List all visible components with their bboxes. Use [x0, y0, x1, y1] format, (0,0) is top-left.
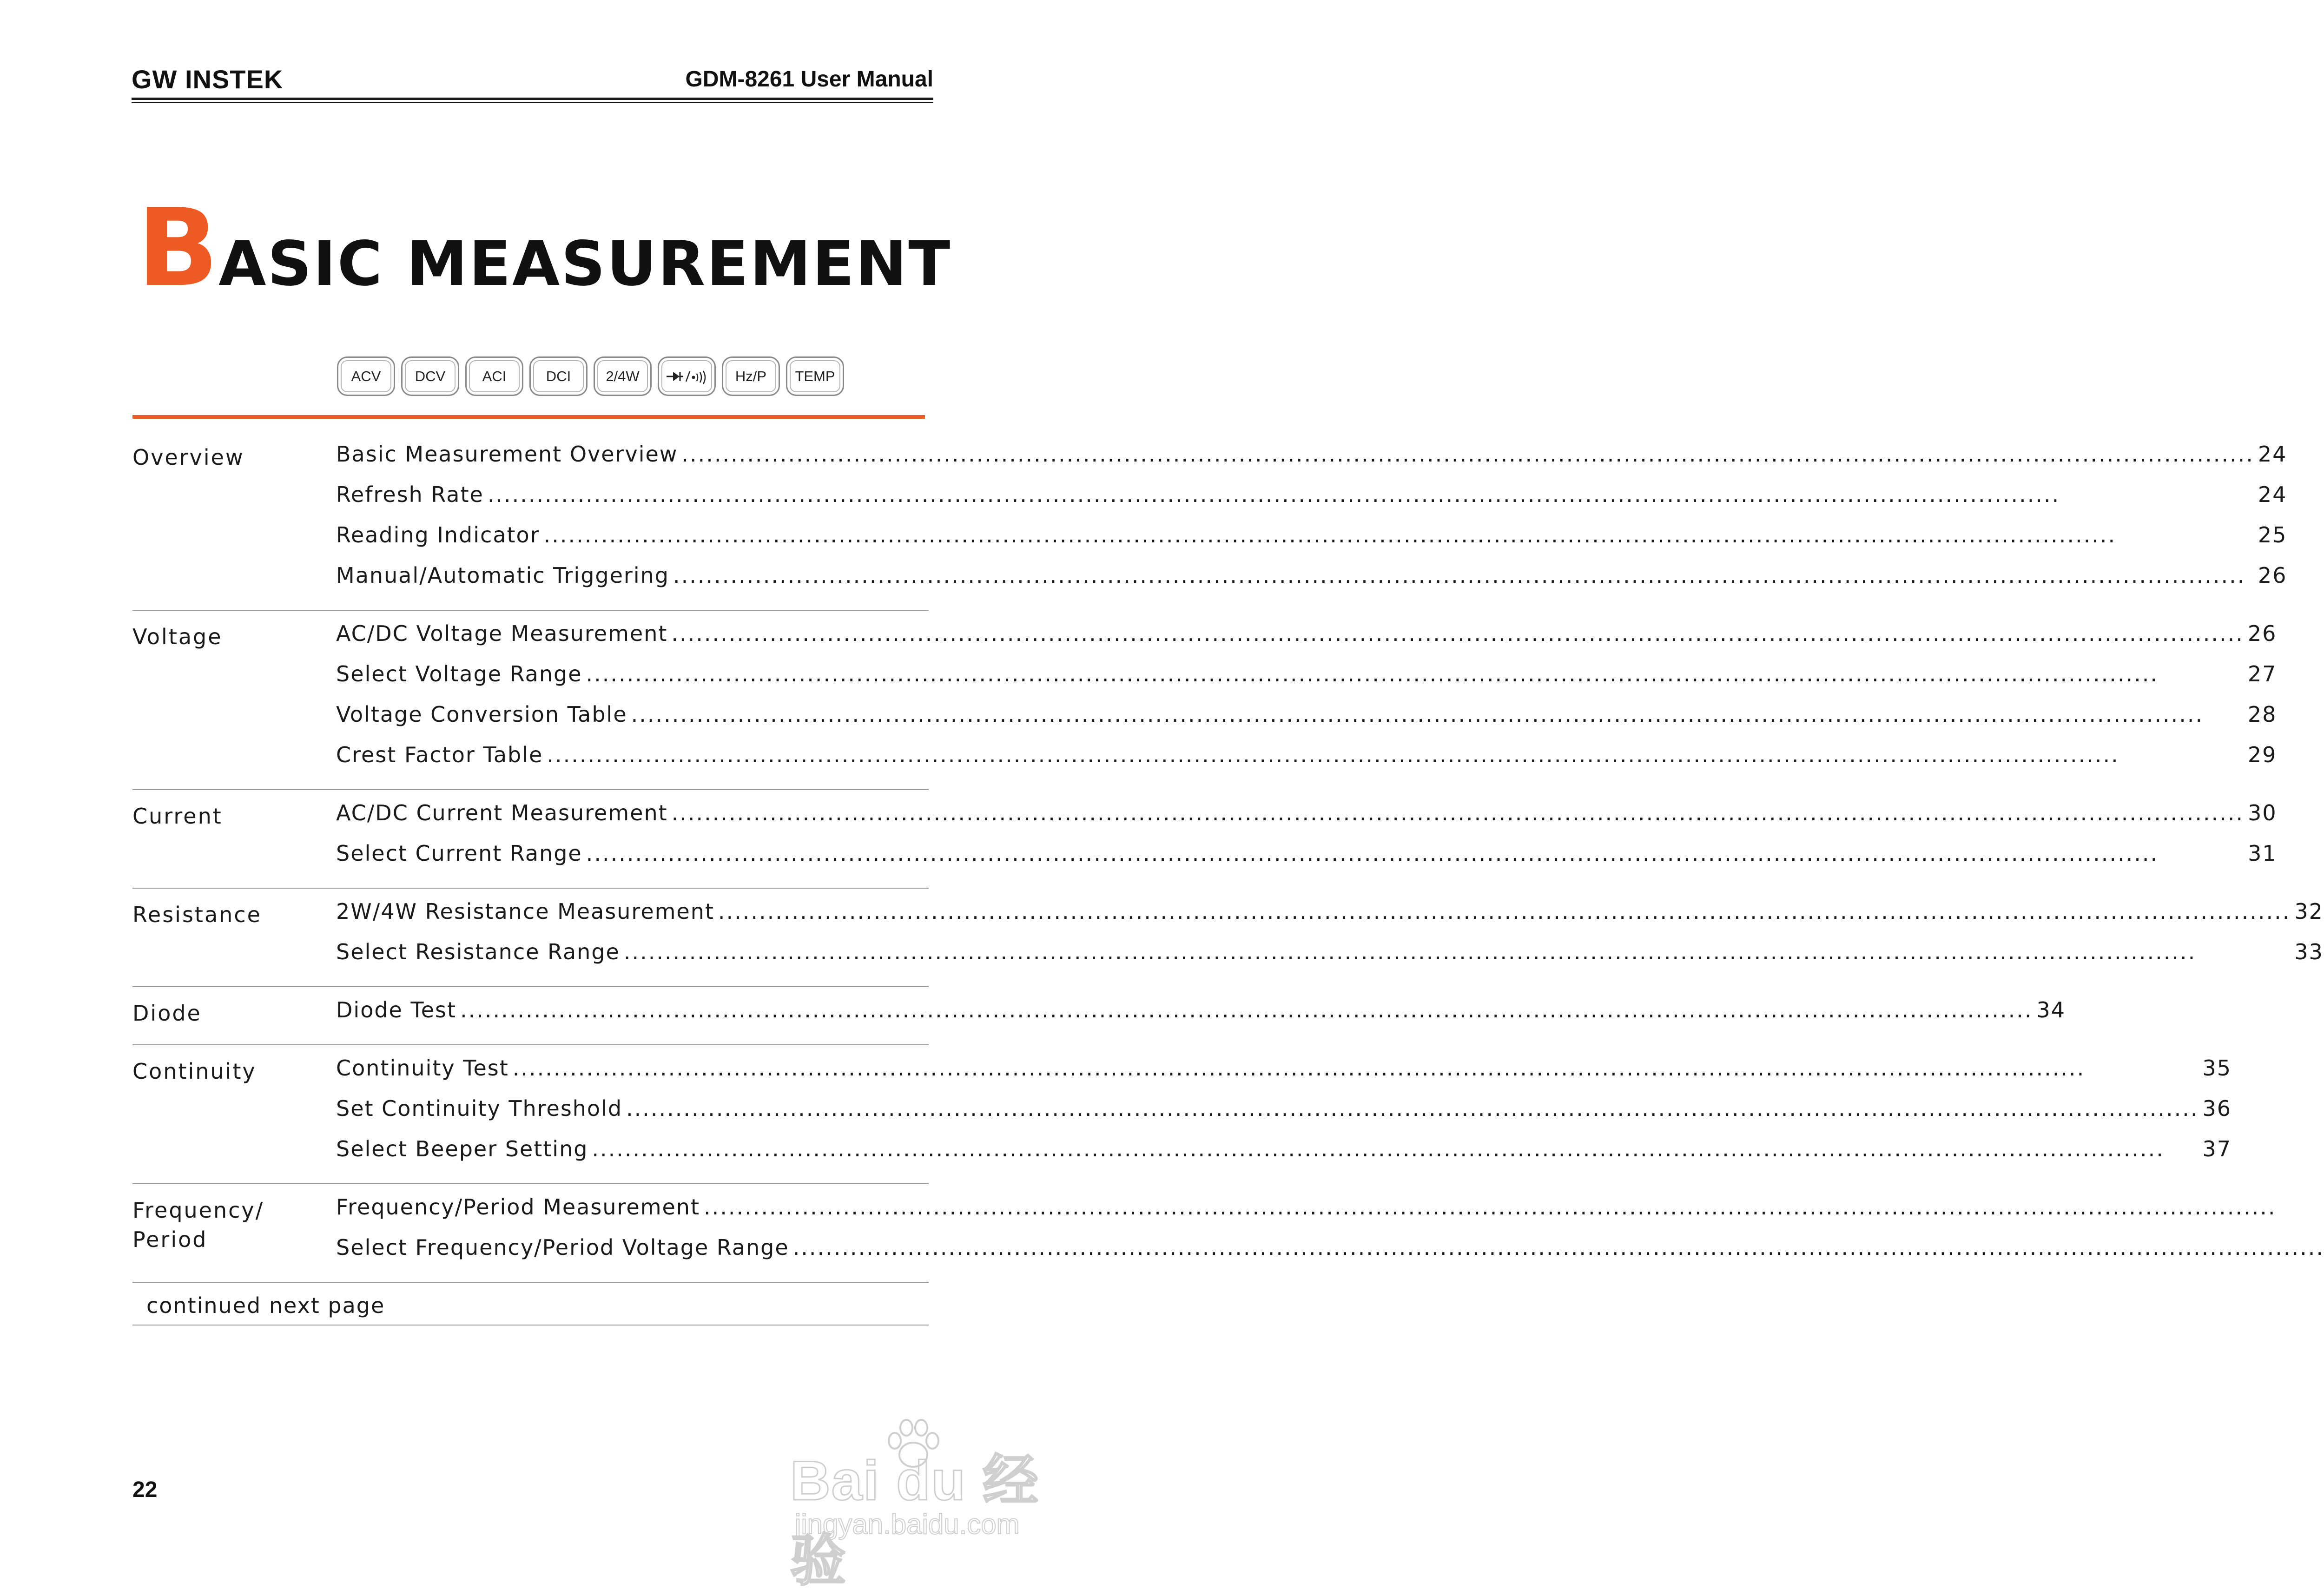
toc-section: [132, 1045, 2232, 1184]
toc-entry-page: 36: [2202, 1096, 2232, 1121]
acv-button[interactable]: ACV: [337, 356, 395, 396]
toc-section-label: Diode: [132, 1001, 202, 1026]
toc-entry[interactable]: [336, 800, 2277, 841]
diode-continuity-icon: [666, 369, 708, 384]
toc-entry-page: 26: [2247, 621, 2277, 646]
toc-entry-title: Reading Indicator: [336, 522, 540, 547]
toc-entry[interactable]: [336, 661, 2277, 702]
toc-entries: [336, 800, 2287, 881]
hz-p-button[interactable]: Hz/P: [722, 356, 780, 396]
toc-entry-page: 28: [2247, 702, 2277, 727]
toc-entry[interactable]: [336, 1235, 2324, 1275]
toc-entry[interactable]: [336, 1136, 2232, 1177]
table-of-contents: [132, 437, 2324, 1326]
toc-entry-title: Select Voltage Range: [336, 661, 582, 686]
chapter-title-rest: ASIC MEASUREMENT: [218, 228, 952, 300]
header-rule: [132, 98, 933, 100]
toc-entry[interactable]: [336, 1194, 2324, 1235]
aci-button[interactable]: ACI: [465, 356, 523, 396]
toc-section: [132, 1184, 929, 1283]
toc-entry[interactable]: [336, 1055, 2232, 1096]
toc-entry-page: 37: [2202, 1136, 2232, 1161]
toc-entry[interactable]: [336, 563, 2287, 603]
toc-entry[interactable]: [336, 702, 2277, 742]
toc-entry-title: Set Continuity Threshold: [336, 1096, 623, 1121]
toc-entry[interactable]: [336, 482, 2287, 522]
toc-section-label: Continuity: [132, 1059, 257, 1084]
accent-rule: [132, 415, 925, 419]
dot-leader: [547, 742, 2244, 767]
toc-entry-title: Select Resistance Range: [336, 939, 620, 964]
dot-leader: [671, 621, 2244, 646]
dot-leader: [631, 702, 2244, 727]
toc-entry-page: 27: [2247, 661, 2277, 686]
toc-section-label: Overview: [132, 445, 244, 470]
toc-entry[interactable]: [336, 742, 2277, 783]
dot-leader: [673, 563, 2254, 588]
toc-section-label: Current: [132, 804, 223, 829]
toc-entries: [336, 621, 2287, 783]
toc-entry-title: Refresh Rate: [336, 482, 484, 507]
toc-entry-title: Frequency/Period Measurement: [336, 1194, 700, 1220]
dot-leader: [624, 939, 2291, 964]
toc-entries: [336, 1194, 2324, 1275]
watermark-url: jingyan.baidu.com: [795, 1509, 1020, 1540]
toc-entry[interactable]: [336, 621, 2277, 661]
toc-section: [132, 889, 2324, 987]
toc-entry-page: 30: [2248, 800, 2277, 825]
diode-continuity-button[interactable]: [658, 356, 716, 396]
header-rule-thin: [132, 102, 933, 103]
toc-section: [132, 987, 2066, 1045]
toc-section-label: Resistance: [132, 902, 262, 927]
toc-entry-title: Select Frequency/Period Voltage Range: [336, 1235, 789, 1260]
dot-leader: [672, 800, 2244, 825]
toc-entry-page: 32: [2294, 899, 2324, 924]
dot-leader: [513, 1055, 2199, 1081]
toc-entry[interactable]: [336, 1096, 2232, 1136]
dci-button[interactable]: DCI: [529, 356, 588, 396]
page-number: 22: [132, 1477, 158, 1502]
toc-entry-title: Diode Test: [336, 997, 457, 1022]
toc-entry[interactable]: [336, 997, 2066, 1038]
toc-entry[interactable]: [336, 522, 2287, 563]
function-button-row: [337, 356, 844, 396]
dot-leader: [460, 997, 2033, 1022]
toc-entry-title: Manual/Automatic Triggering: [336, 563, 669, 588]
toc-entry-title: 2W/4W Resistance Measurement: [336, 899, 714, 924]
dot-leader: [626, 1096, 2199, 1121]
dot-leader: [718, 899, 2291, 924]
toc-entries: [336, 997, 2076, 1038]
toc-entry-title: AC/DC Voltage Measurement: [336, 621, 668, 646]
continued-note: continued next page: [132, 1283, 929, 1326]
baidu-watermark: [790, 1418, 1050, 1592]
dot-leader: [488, 482, 2254, 507]
toc-entry-page: 24: [2258, 442, 2287, 467]
toc-entry[interactable]: [336, 841, 2277, 881]
temp-button[interactable]: TEMP: [786, 356, 844, 396]
toc-section-label: Frequency/ Period: [132, 1198, 264, 1252]
toc-entry-page: 25: [2258, 522, 2287, 547]
toc-entry-page: 35: [2202, 1055, 2232, 1081]
2-4w-button[interactable]: 2/4W: [594, 356, 652, 396]
chapter-title: [137, 186, 952, 310]
toc-entry-page: 24: [2258, 482, 2287, 507]
toc-entry-page: 29: [2247, 742, 2277, 767]
toc-section: [132, 790, 2277, 889]
toc-entry-page: 33: [2294, 939, 2324, 964]
toc-section: [132, 611, 2277, 790]
toc-entry-title: Select Current Range: [336, 841, 582, 866]
toc-entry-title: Crest Factor Table: [336, 742, 543, 767]
toc-entries: [336, 442, 2297, 603]
toc-entry-title: AC/DC Current Measurement: [336, 800, 668, 825]
dot-leader: [592, 1136, 2199, 1161]
dot-leader: [793, 1235, 2324, 1260]
chapter-initial: B: [137, 186, 219, 310]
dot-leader: [704, 1194, 2324, 1220]
brand-logo: GW INSTEK: [132, 65, 284, 94]
watermark-text: Bai du 经验: [790, 1450, 1040, 1592]
toc-entry[interactable]: [336, 442, 2287, 482]
toc-entry-title: Select Beeper Setting: [336, 1136, 588, 1161]
toc-entries: [336, 1055, 2242, 1177]
toc-entry-page: 34: [2036, 997, 2066, 1022]
toc-entry-title: Voltage Conversion Table: [336, 702, 627, 727]
toc-section: [132, 437, 2287, 611]
toc-entry[interactable]: [336, 899, 2324, 939]
toc-entry-page: 26: [2258, 563, 2287, 588]
toc-section-label: Voltage: [132, 624, 223, 649]
document-title: GDM-8261 User Manual: [685, 67, 933, 92]
toc-entry-title: Continuity Test: [336, 1055, 509, 1081]
dot-leader: [586, 661, 2244, 686]
toc-entries: [336, 899, 2324, 980]
dot-leader: [586, 841, 2244, 866]
toc-entry-page: 31: [2248, 841, 2277, 866]
dot-leader: [544, 522, 2254, 547]
toc-entry[interactable]: [336, 939, 2324, 980]
dot-leader: [681, 442, 2254, 467]
toc-entry-title: Basic Measurement Overview: [336, 442, 678, 467]
dcv-button[interactable]: DCV: [401, 356, 459, 396]
